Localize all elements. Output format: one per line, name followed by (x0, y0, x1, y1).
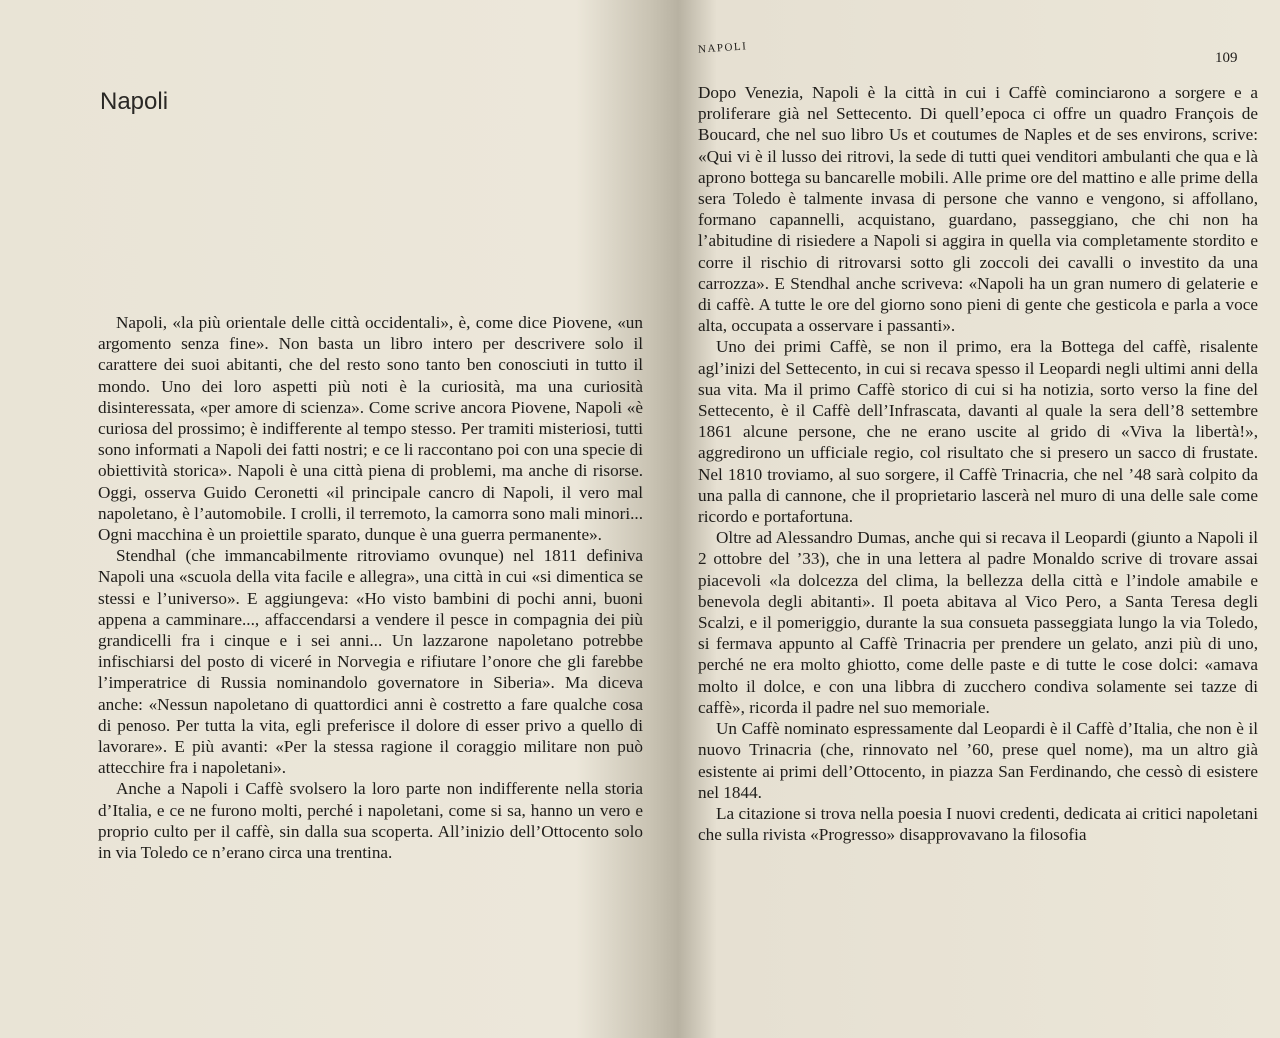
left-page-text (98, 312, 643, 863)
paragraph: Napoli, «la più orientale delle città occidentali», è, come dice Piovene, «un argomento senza fine». Non basta un libro intero per descrivere solo il carattere dei suoi abitanti, che del resto sono tanto ben conosciuti in tutto il mondo. Uno dei loro aspetti più noti è la curiosità, ma una curiosità disinteressata, «per amore di scienza». Come scrive ancora Piovene, Napoli «è curiosa del prossimo; è indifferente al tempo stesso. Per tramiti misteriosi, tutti sono informati a Napoli dei fatti nostri; e ce li raccontano poi con una specie di obiettività storica». Napoli è una città piena di problemi, ma anche di risorse. Oggi, osserva Guido Ceronetti «il principale cancro di Napoli, il vero mal napoletano, è l’automobile. I crolli, il terremoto, la camorra sono mali minori... Ogni macchina è un proiettile sparato, dunque è una guerra permanente». (98, 313, 643, 545)
paragraph: Anche a Napoli i Caffè svolsero la loro parte non indifferente nella storia d’Italia, e ce ne furono molti, perché i napoletani, come si sa, hanno un vero e proprio culto per il caffè, sin dalla sua scoperta. All’inizio dell’Ottocento solo in via Toledo ce n’erano circa una trentina. (98, 779, 643, 863)
page-number: 109 (1215, 50, 1238, 66)
running-head: NAPOLI (697, 40, 748, 56)
right-page-text (698, 82, 1258, 845)
chapter-title: Napoli (100, 88, 169, 115)
paragraph: Uno dei primi Caffè, se non il primo, era la Bottega del caffè, risalente agl’inizi del Settecento, in cui si recava spesso il Leopardi negli ultimi anni della sua vita. Ma il primo Caffè storico di cui si ha notizia, sorto verso la fine del Settecento, è il Caffè dell’Infrascata, davanti al quale la sera dell’8 settembre 1861 alcune persone, che ne erano uscite al grido di «Viva la libertà!», aggredirono un ufficiale regio, col risultato che si presero un sacco di frustate. Nel 1810 troviamo, al suo sorgere, il Caffè Trinacria, che nel ’48 sarà colpito da una palla di cannone, che il proprietario lascerà nel muro di una delle sale come ricordo e portafortuna. (698, 337, 1258, 527)
right-page (680, 0, 1280, 1038)
paragraph: Un Caffè nominato espressamente dal Leopardi è il Caffè d’Italia, che non è il nuovo Trinacria (che, rinnovato nel ’60, prese quel nome), ma un altro già esistente ai primi dell’Ottocento, in piazza San Ferdinando, che cessò di esistere nel 1844. (698, 719, 1258, 802)
paragraph: Stendhal (che immancabilmente ritroviamo ovunque) nel 1811 definiva Napoli una «scuola della vita facile e allegra», una città in cui «si dimentica se stessi e l’universo». E aggiungeva: «Ho visto bambini di pochi anni, buoni appena a camminare..., affaccendarsi a vendere il pesce in compagnia dei più grandicelli fra i cinque e i sei anni... Un lazzarone napoletano potrebbe infischiarsi del posto di viceré in Norvegia e rifiutare l’onore che gli farebbe l’imperatrice di Russia nominandolo governatore in Siberia». Ma diceva anche: «Nessun napoletano di quattordici anni è costretto a fare qualche cosa di penoso. Per tutta la vita, egli preferisce il dolore di esser privo a quello di lavorare». E più avanti: «Per la stessa ragione il coraggio militare non può attecchire fra i napoletani». (98, 546, 643, 778)
paragraph: Dopo Venezia, Napoli è la città in cui i Caffè cominciarono a sorgere e a proliferare già nel Settecento. Di quell’epoca ci offre un quadro François de Boucard, che nel suo libro Us et coutumes de Naples et de ses environs, scrive: «Qui vi è il lusso dei ritrovi, la sede di tutti quei venditori ambulanti che qua e là aprono bottega su bancarelle mobili. Alle prime ore del mattino e alle prime della sera Toledo è talmente invasa di persone che vanno e vengono, si affollano, formano capannelli, acquistano, guardano, passeggiano, che chi non ha l’abitudine di risiedere a Napoli si aggira in quella via completamente stordito e corre il rischio di ritrovarsi sotto gli zoccoli dei cavalli o investito da una carrozza». E Stendhal anche scriveva: «Napoli ha un gran numero di gelaterie e di caffè. A tutte le ore del giorno sono pieni di gente che gesticola e parla a voce alta, occupata a osservare i passanti». (698, 83, 1258, 336)
paragraph: La citazione si trova nella poesia I nuovi credenti, dedicata ai critici napoletani che sulla rivista «Progresso» disapprovavano la filosofia (698, 803, 1258, 845)
paragraph: Oltre ad Alessandro Dumas, anche qui si recava il Leopardi (giunto a Napoli il 2 ottobre del ’33), che in una lettera al padre Monaldo scrive di trovare assai piacevoli «la dolcezza del clima, la bellezza della città e l’indole amabile e benevola degli abitanti». Il poeta abitava al Vico Pero, a Santa Teresa degli Scalzi, e il pomeriggio, durante la sua consueta passeggiata lungo la via Toledo, si fermava appunto al Caffè Trinacria per prendere un gelato, anzi più di uno, perché ne era molto ghiotto, come delle paste e di tutte le cose dolci: «amava molto il dolce, e con una libbra di zucchero condiva solamente sei tazze di caffè», ricorda il padre nel suo memoriale. (698, 528, 1258, 717)
